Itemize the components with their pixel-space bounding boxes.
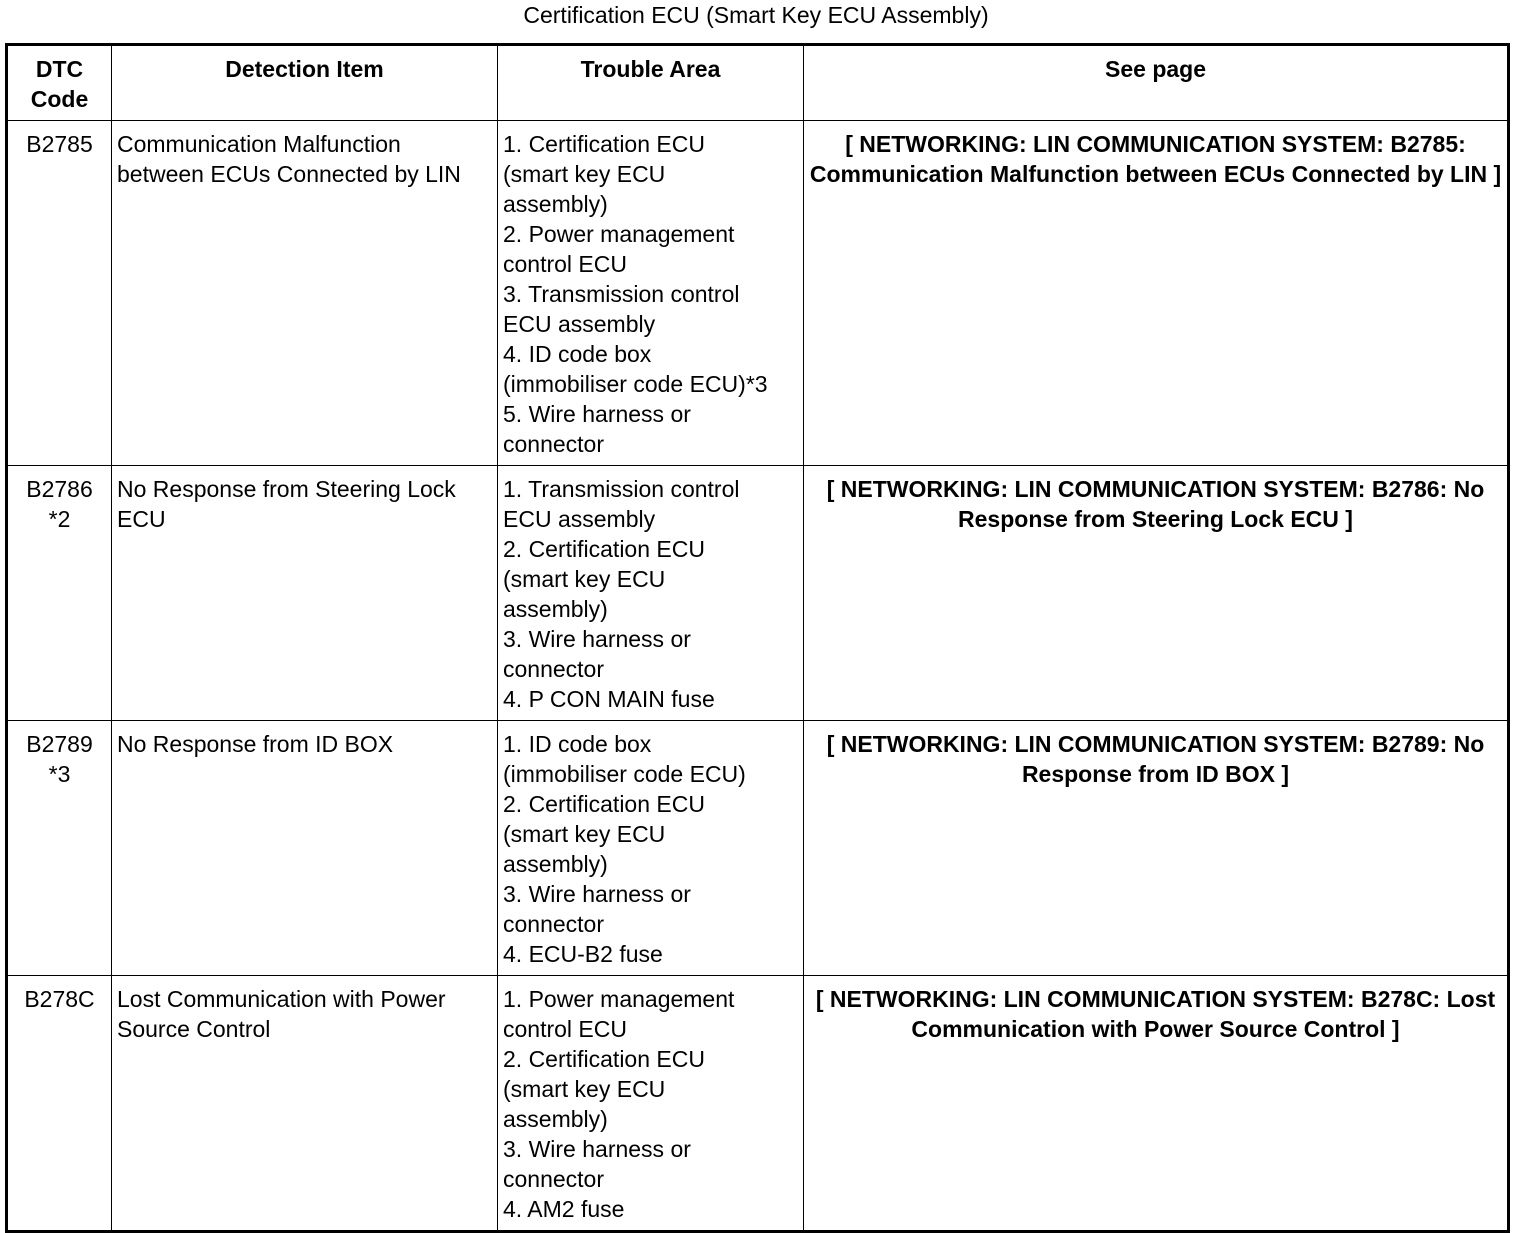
see-page-link[interactable]: [ NETWORKING: LIN COMMUNICATION SYSTEM: B278C: Lost Communication with Power Source Control ]	[804, 976, 1509, 1232]
trouble-area-line: 3. Wire harness or	[503, 626, 691, 652]
trouble-area-line: 2. Power management	[503, 221, 735, 247]
header-trouble-area: Trouble Area	[498, 45, 804, 121]
dtc-code-cell	[7, 976, 112, 1232]
trouble-area-line: 2. Certification ECU	[503, 1046, 705, 1072]
trouble-area-line: 2. Certification ECU	[503, 791, 705, 817]
header-row	[7, 45, 1509, 121]
trouble-area-line: 4. ID code box	[503, 341, 652, 367]
trouble-area-line: 4. P CON MAIN fuse	[503, 686, 715, 712]
table-row	[7, 976, 1509, 1232]
dtc-code-note: *3	[48, 761, 71, 787]
trouble-area-line: (smart key ECU	[503, 1076, 666, 1102]
header-dtc-code	[7, 45, 112, 121]
trouble-area-line: 3. Wire harness or	[503, 1136, 691, 1162]
dtc-code: B2786	[26, 476, 93, 502]
trouble-area-line: (smart key ECU	[503, 566, 666, 592]
trouble-area-line: (smart key ECU	[503, 161, 666, 187]
trouble-area-line: 5. Wire harness or	[503, 401, 691, 427]
dtc-code-cell	[7, 721, 112, 976]
table-caption: Certification ECU (Smart Key ECU Assembly)	[523, 2, 989, 28]
trouble-area-line: 4. AM2 fuse	[503, 1196, 625, 1222]
see-page-link[interactable]: [ NETWORKING: LIN COMMUNICATION SYSTEM: B2786: No Response from Steering Lock ECU ]	[804, 466, 1509, 721]
trouble-area-cell	[498, 721, 804, 976]
trouble-area-line: ECU assembly	[503, 311, 656, 337]
trouble-area-line: connector	[503, 1166, 605, 1192]
trouble-area-line: 3. Transmission control	[503, 281, 740, 307]
dtc-code: B2785	[26, 131, 93, 157]
trouble-area-line: 1. Transmission control	[503, 476, 740, 502]
trouble-area-cell	[498, 121, 804, 466]
dtc-table	[5, 43, 1510, 1233]
trouble-area-line: assembly)	[503, 191, 608, 217]
trouble-area-line: connector	[503, 431, 605, 457]
header-dtc-code-line2: Code	[30, 86, 89, 112]
trouble-area-line: (immobiliser code ECU)*3	[503, 371, 768, 397]
detection-item-cell: Communication Malfunction between ECUs Connected by LIN	[112, 121, 498, 466]
table-row	[7, 121, 1509, 466]
detection-item-cell: No Response from Steering Lock ECU	[112, 466, 498, 721]
trouble-area-line: assembly)	[503, 1106, 608, 1132]
trouble-area-line: (immobiliser code ECU)	[503, 761, 746, 787]
dtc-code-cell	[7, 121, 112, 466]
trouble-area-line: 1. Power management	[503, 986, 735, 1012]
see-page-link[interactable]: [ NETWORKING: LIN COMMUNICATION SYSTEM: B2789: No Response from ID BOX ]	[804, 721, 1509, 976]
trouble-area-line: assembly)	[503, 851, 608, 877]
trouble-area-line: assembly)	[503, 596, 608, 622]
trouble-area-line: 4. ECU-B2 fuse	[503, 941, 663, 967]
see-page-link[interactable]: [ NETWORKING: LIN COMMUNICATION SYSTEM: B2785: Communication Malfunction between ECUs Connected by LIN ]	[804, 121, 1509, 466]
detection-item-cell: Lost Communication with Power Source Control	[112, 976, 498, 1232]
header-dtc-code-line1: DTC	[35, 56, 84, 82]
dtc-code: B2789	[26, 731, 93, 757]
trouble-area-cell	[498, 976, 804, 1232]
trouble-area-line: (smart key ECU	[503, 821, 666, 847]
header-detection-item: Detection Item	[112, 45, 498, 121]
table-row	[7, 721, 1509, 976]
trouble-area-line: 2. Certification ECU	[503, 536, 705, 562]
trouble-area-line: ECU assembly	[503, 506, 656, 532]
detection-item-cell: No Response from ID BOX	[112, 721, 498, 976]
trouble-area-line: connector	[503, 656, 605, 682]
trouble-area-line: 3. Wire harness or	[503, 881, 691, 907]
dtc-code: B278C	[24, 986, 95, 1012]
trouble-area-line: 1. ID code box	[503, 731, 652, 757]
dtc-code-cell	[7, 466, 112, 721]
trouble-area-cell	[498, 466, 804, 721]
table-row	[7, 466, 1509, 721]
header-see-page: See page	[804, 45, 1509, 121]
trouble-area-line: 1. Certification ECU	[503, 131, 705, 157]
trouble-area-line: connector	[503, 911, 605, 937]
trouble-area-line: control ECU	[503, 1016, 627, 1042]
trouble-area-line: control ECU	[503, 251, 627, 277]
dtc-code-note: *2	[48, 506, 71, 532]
